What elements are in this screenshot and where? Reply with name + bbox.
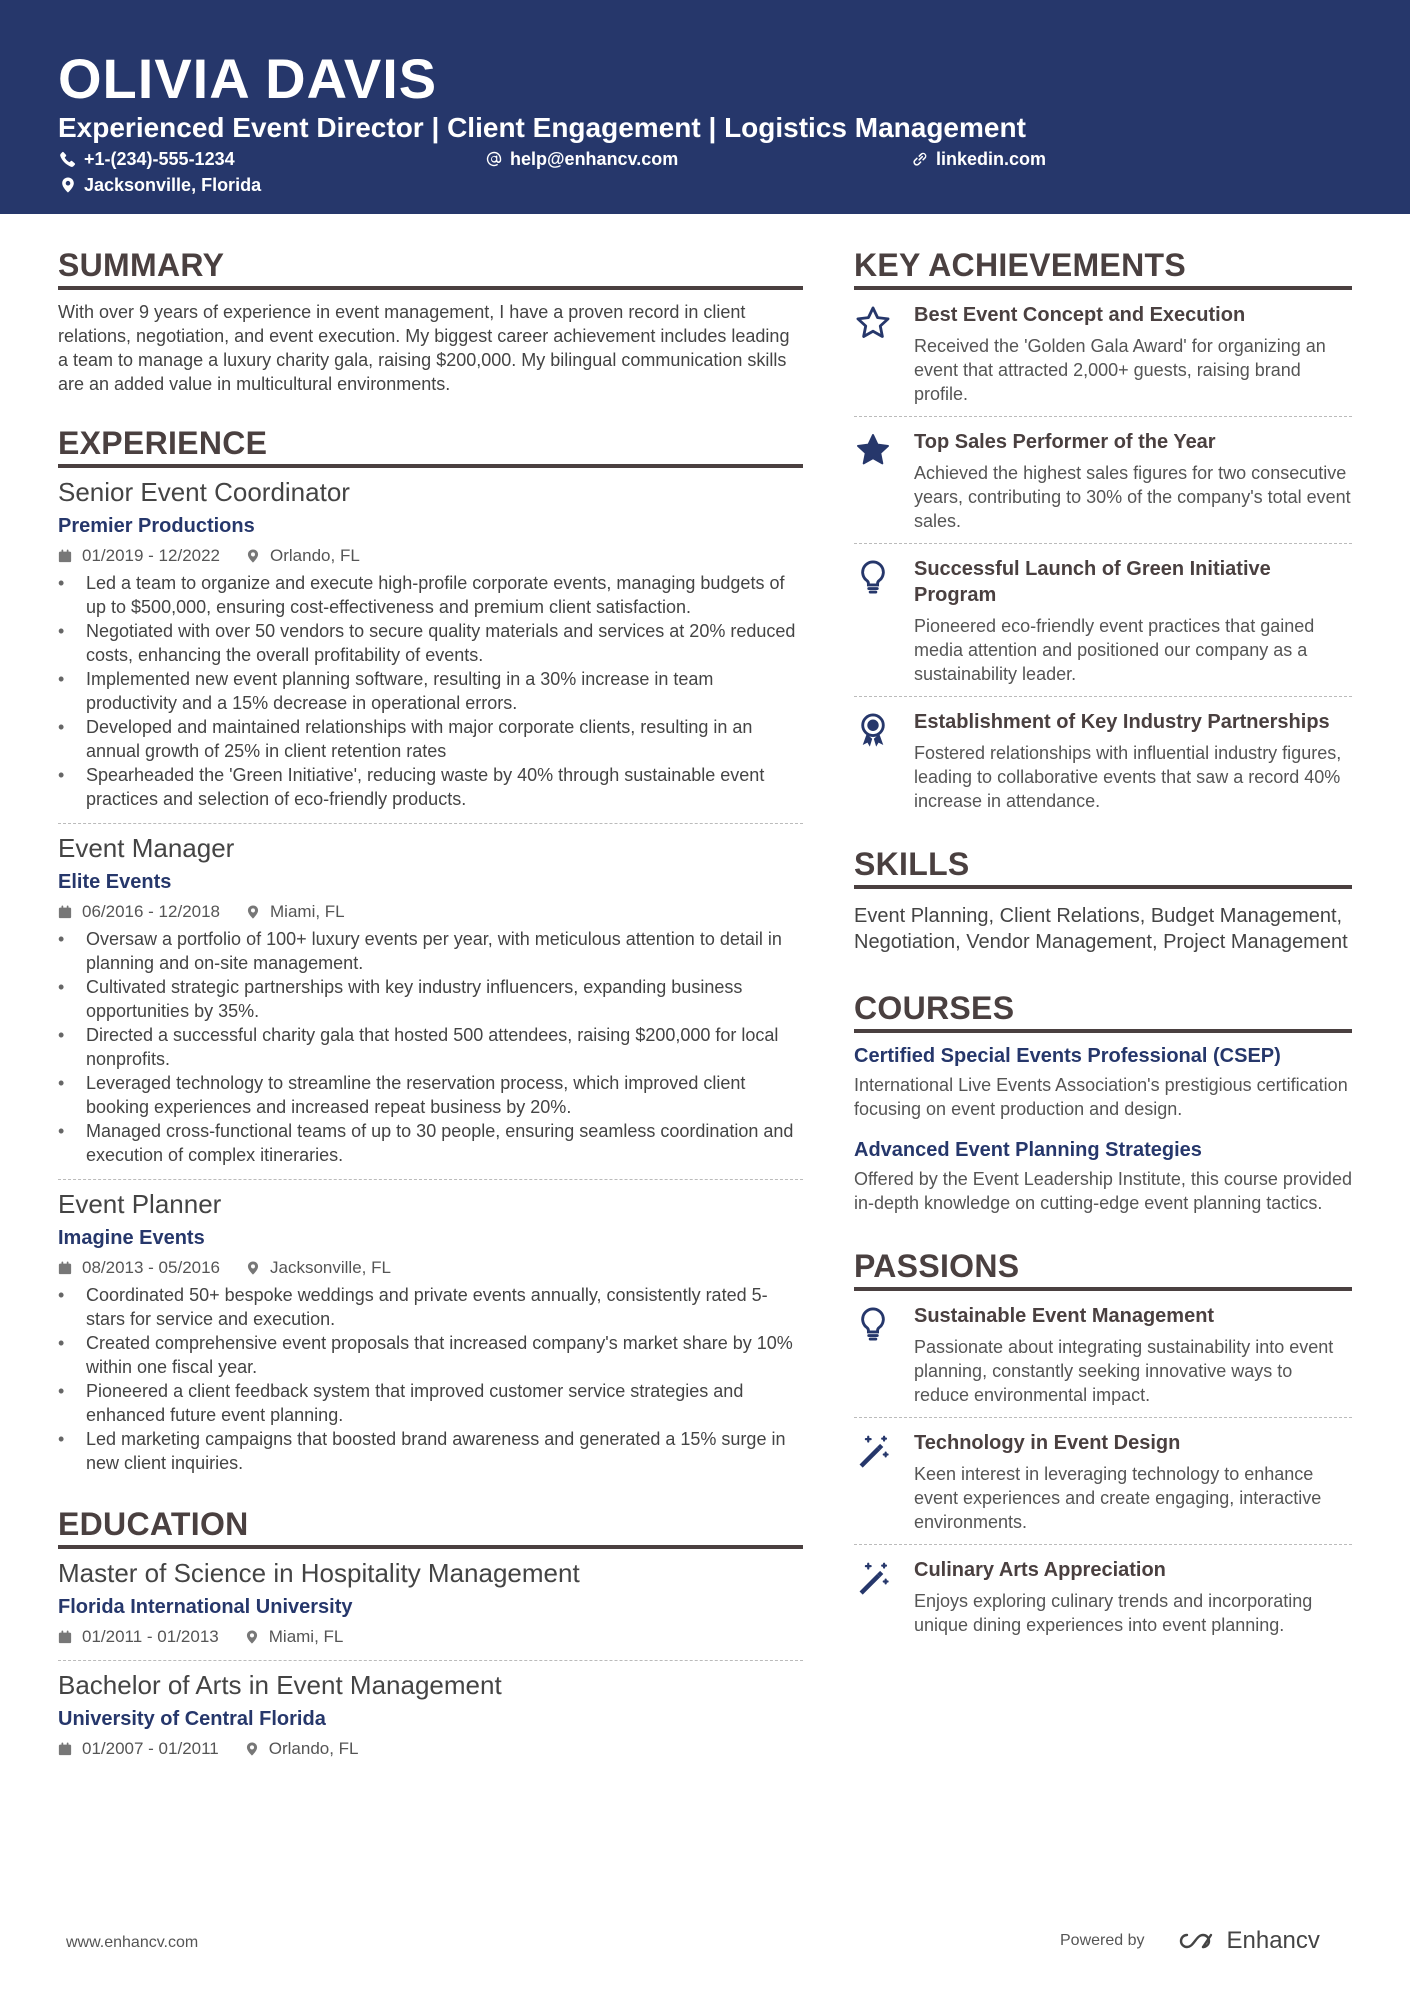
company-name: Elite Events bbox=[58, 871, 172, 893]
job-location-text: Jacksonville, FL bbox=[270, 1258, 391, 1277]
school-name: Florida International University bbox=[58, 1596, 353, 1618]
bullet-item: • Directed a successful charity gala that hosted 500 attendees, raising $200,000 for local nonprofits. bbox=[58, 1023, 803, 1071]
linkedin-text: linkedin.com bbox=[936, 149, 1047, 169]
calendar-icon bbox=[58, 1742, 72, 1756]
bullet-item: • Cultivated strategic partnerships with key industry influencers, expanding business opportunities by 35%. bbox=[58, 975, 803, 1023]
job-dates: 08/2013 - 05/2016 bbox=[82, 1258, 221, 1277]
job-meta bbox=[58, 1257, 803, 1279]
location-text: Jacksonville, Florida bbox=[84, 175, 262, 195]
achievement-item bbox=[854, 417, 1352, 544]
email-contact[interactable] bbox=[486, 148, 678, 170]
calendar-icon bbox=[58, 1630, 72, 1644]
achievement-item bbox=[854, 544, 1352, 697]
location-pin-icon bbox=[246, 905, 260, 919]
location-pin-icon bbox=[60, 177, 76, 193]
phone-icon bbox=[60, 151, 76, 167]
enhancv-logo[interactable] bbox=[1173, 1927, 1320, 1955]
skills-section bbox=[854, 845, 1352, 955]
section-title-education: EDUCATION bbox=[58, 1505, 803, 1549]
linkedin-contact[interactable] bbox=[912, 148, 1046, 170]
bullet-item: • Managed cross-functional teams of up to 30 people, ensuring seamless coordination and execution of complex itineraries. bbox=[58, 1119, 803, 1167]
education-meta bbox=[58, 1626, 803, 1648]
course-item bbox=[854, 1033, 1352, 1127]
achievement-title: Successful Launch of Green Initiative Program bbox=[914, 558, 1271, 606]
bullet-item: • Created comprehensive event proposals that increased company's market share by 10% within one fiscal year. bbox=[58, 1331, 803, 1379]
school-name: University of Central Florida bbox=[58, 1708, 326, 1730]
education-location-text: Miami, FL bbox=[268, 1627, 344, 1646]
education-dates: 01/2011 - 01/2013 bbox=[82, 1627, 219, 1646]
job-location bbox=[246, 901, 345, 923]
job-location-text: Miami, FL bbox=[270, 902, 345, 921]
education-location bbox=[245, 1626, 344, 1648]
course-description: Offered by the Event Leadership Institute, this course provided in-depth knowledge on cutting-edge event planning tactics. bbox=[854, 1169, 1352, 1213]
bullet-item: • Leveraged technology to streamline the reservation process, which improved client booking experiences and increased repeat business by 20%. bbox=[58, 1071, 803, 1119]
lightbulb-icon bbox=[854, 1305, 892, 1343]
lightbulb-icon bbox=[854, 558, 892, 596]
job-meta bbox=[58, 901, 803, 923]
calendar-icon bbox=[58, 549, 72, 563]
job-title: Senior Event Coordinator bbox=[58, 477, 350, 507]
bullet-item: • Implemented new event planning software, resulting in a 30% increase in team productivity and a 15% decrease in operational errors. bbox=[58, 667, 803, 715]
experience-entry bbox=[58, 824, 803, 1180]
passion-title: Technology in Event Design bbox=[914, 1432, 1181, 1454]
star-filled-icon bbox=[854, 431, 892, 469]
job-title: Event Manager bbox=[58, 833, 235, 863]
location-pin-icon bbox=[245, 1630, 259, 1644]
passion-item bbox=[854, 1545, 1352, 1647]
location-pin-icon bbox=[245, 1742, 259, 1756]
company-name: Premier Productions bbox=[58, 515, 255, 537]
summary-section bbox=[58, 246, 803, 396]
passion-description: Keen interest in leveraging technology to enhance event experiences and create engaging, interactive environments. bbox=[914, 1464, 1322, 1532]
resume-header bbox=[0, 0, 1410, 214]
education-entry bbox=[58, 1549, 803, 1661]
section-title-courses: COURSES bbox=[854, 989, 1352, 1033]
degree-title: Bachelor of Arts in Event Management bbox=[58, 1670, 502, 1700]
degree-title: Master of Science in Hospitality Management bbox=[58, 1558, 580, 1588]
passion-description: Passionate about integrating sustainability into event planning, constantly seeking innovative ways to reduce environmental impact. bbox=[914, 1337, 1334, 1405]
key-achievements-section bbox=[854, 246, 1352, 823]
job-dates: 06/2016 - 12/2018 bbox=[82, 902, 221, 921]
company-name: Imagine Events bbox=[58, 1227, 205, 1249]
right-column bbox=[854, 246, 1352, 1647]
passion-title: Culinary Arts Appreciation bbox=[914, 1559, 1166, 1581]
calendar-icon bbox=[58, 1261, 72, 1275]
phone-contact bbox=[60, 148, 235, 170]
passion-description: Enjoys exploring culinary trends and incorporating unique dining experiences into event planning. bbox=[914, 1591, 1313, 1635]
bullet-item: • Oversaw a portfolio of 100+ luxury events per year, with meticulous attention to detail in planning and on-site management. bbox=[58, 927, 803, 975]
achievement-description: Pioneered eco-friendly event practices that gained media attention and positioned our company as a sustainability leader. bbox=[914, 616, 1315, 684]
job-title: Event Planner bbox=[58, 1189, 222, 1219]
section-title-summary: SUMMARY bbox=[58, 246, 803, 290]
course-item bbox=[854, 1127, 1352, 1221]
summary-text: With over 9 years of experience in event management, I have a proven record in client relations, negotiation, and event execution. My biggest career achievement includes leading a team to manage a luxury charity gala, raising $200,000. My bilingual communication skills are an added value in multicultural environments. bbox=[58, 302, 790, 394]
enhancv-logo-icon bbox=[1173, 1929, 1221, 1953]
star-outline-icon bbox=[854, 304, 892, 342]
candidate-name: OLIVIA DAVIS bbox=[58, 47, 438, 110]
experience-entry bbox=[58, 1180, 803, 1487]
bullet-item: • Negotiated with over 50 vendors to secure quality materials and services at 20% reduced costs, enhancing the overall profitability of events. bbox=[58, 619, 803, 667]
education-section bbox=[58, 1505, 803, 1772]
achievement-description: Achieved the highest sales figures for two consecutive years, contributing to 30% of the company's total event sales. bbox=[914, 463, 1351, 531]
experience-section bbox=[58, 424, 803, 1487]
powered-by-label: Powered by bbox=[1060, 1932, 1145, 1949]
job-bullets bbox=[58, 571, 803, 811]
magic-wand-icon bbox=[854, 1559, 892, 1597]
link-icon bbox=[912, 151, 928, 167]
passion-item bbox=[854, 1418, 1352, 1545]
skills-text: Event Planning, Client Relations, Budget Management, Negotiation, Vendor Management, Project Management bbox=[854, 905, 1348, 953]
section-title-key-achievements: KEY ACHIEVEMENTS bbox=[854, 246, 1352, 290]
email-text: help@enhancv.com bbox=[510, 149, 679, 169]
course-description: International Live Events Association's prestigious certification focusing on event production and design. bbox=[854, 1075, 1348, 1119]
location-pin-icon bbox=[246, 549, 260, 563]
bullet-item: • Pioneered a client feedback system that improved customer service strategies and enhanced future event planning. bbox=[58, 1379, 803, 1427]
job-bullets bbox=[58, 1283, 803, 1475]
job-location-text: Orlando, FL bbox=[270, 546, 360, 565]
job-bullets bbox=[58, 927, 803, 1167]
section-title-passions: PASSIONS bbox=[854, 1247, 1352, 1291]
bullet-item: • Led marketing campaigns that boosted brand awareness and generated a 15% surge in new client inquiries. bbox=[58, 1427, 803, 1475]
left-column bbox=[58, 246, 803, 1772]
passion-title: Sustainable Event Management bbox=[914, 1305, 1215, 1327]
job-location bbox=[246, 1257, 391, 1279]
magic-wand-icon bbox=[854, 1432, 892, 1470]
passions-section bbox=[854, 1247, 1352, 1647]
location-contact bbox=[60, 174, 261, 196]
course-title: Advanced Event Planning Strategies bbox=[854, 1139, 1202, 1161]
section-title-experience: EXPERIENCE bbox=[58, 424, 803, 468]
footer-branding bbox=[1060, 1927, 1320, 1955]
job-dates: 01/2019 - 12/2022 bbox=[82, 546, 221, 565]
course-title: Certified Special Events Professional (CSEP) bbox=[854, 1045, 1281, 1067]
experience-entry bbox=[58, 468, 803, 824]
education-dates: 01/2007 - 01/2011 bbox=[82, 1739, 219, 1758]
achievement-item bbox=[854, 697, 1352, 823]
achievement-description: Fostered relationships with influential industry figures, leading to collaborative events that saw a record 40% increase in attendance. bbox=[914, 743, 1342, 811]
location-pin-icon bbox=[246, 1261, 260, 1275]
achievement-item bbox=[854, 290, 1352, 417]
section-title-skills: SKILLS bbox=[854, 845, 1352, 889]
achievement-title: Establishment of Key Industry Partnerships bbox=[914, 711, 1330, 733]
at-sign-icon bbox=[486, 151, 502, 167]
headline: Experienced Event Director | Client Engagement | Logistics Management bbox=[58, 112, 1026, 143]
achievement-description: Received the 'Golden Gala Award' for organizing an event that attracted 2,000+ guests, raising brand profile. bbox=[914, 336, 1326, 404]
bullet-item: • Coordinated 50+ bespoke weddings and private events annually, consistently rated 5-stars for service and execution. bbox=[58, 1283, 803, 1331]
job-location bbox=[246, 545, 360, 567]
job-meta bbox=[58, 545, 803, 567]
enhancv-brand-text: Enhancv bbox=[1226, 1927, 1320, 1954]
calendar-icon bbox=[58, 905, 72, 919]
achievement-title: Best Event Concept and Execution bbox=[914, 304, 1246, 326]
education-meta bbox=[58, 1738, 803, 1760]
bullet-item: • Led a team to organize and execute high-profile corporate events, managing budgets of up to $500,000, ensuring cost-effectiveness and premium client satisfaction. bbox=[58, 571, 803, 619]
courses-section bbox=[854, 989, 1352, 1221]
phone-text: +1-(234)-555-1234 bbox=[84, 149, 235, 169]
passion-item bbox=[854, 1291, 1352, 1418]
bullet-item: • Developed and maintained relationships with major corporate clients, resulting in an annual growth of 25% in client retention rates bbox=[58, 715, 803, 763]
award-ribbon-icon bbox=[854, 711, 892, 749]
footer-website[interactable]: www.enhancv.com bbox=[66, 1934, 199, 1951]
education-location bbox=[245, 1738, 359, 1760]
bullet-item: • Spearheaded the 'Green Initiative', reducing waste by 40% through sustainable event practices and selection of eco-friendly products. bbox=[58, 763, 803, 811]
achievement-title: Top Sales Performer of the Year bbox=[914, 431, 1216, 453]
education-location-text: Orlando, FL bbox=[268, 1739, 359, 1758]
education-entry bbox=[58, 1661, 803, 1772]
